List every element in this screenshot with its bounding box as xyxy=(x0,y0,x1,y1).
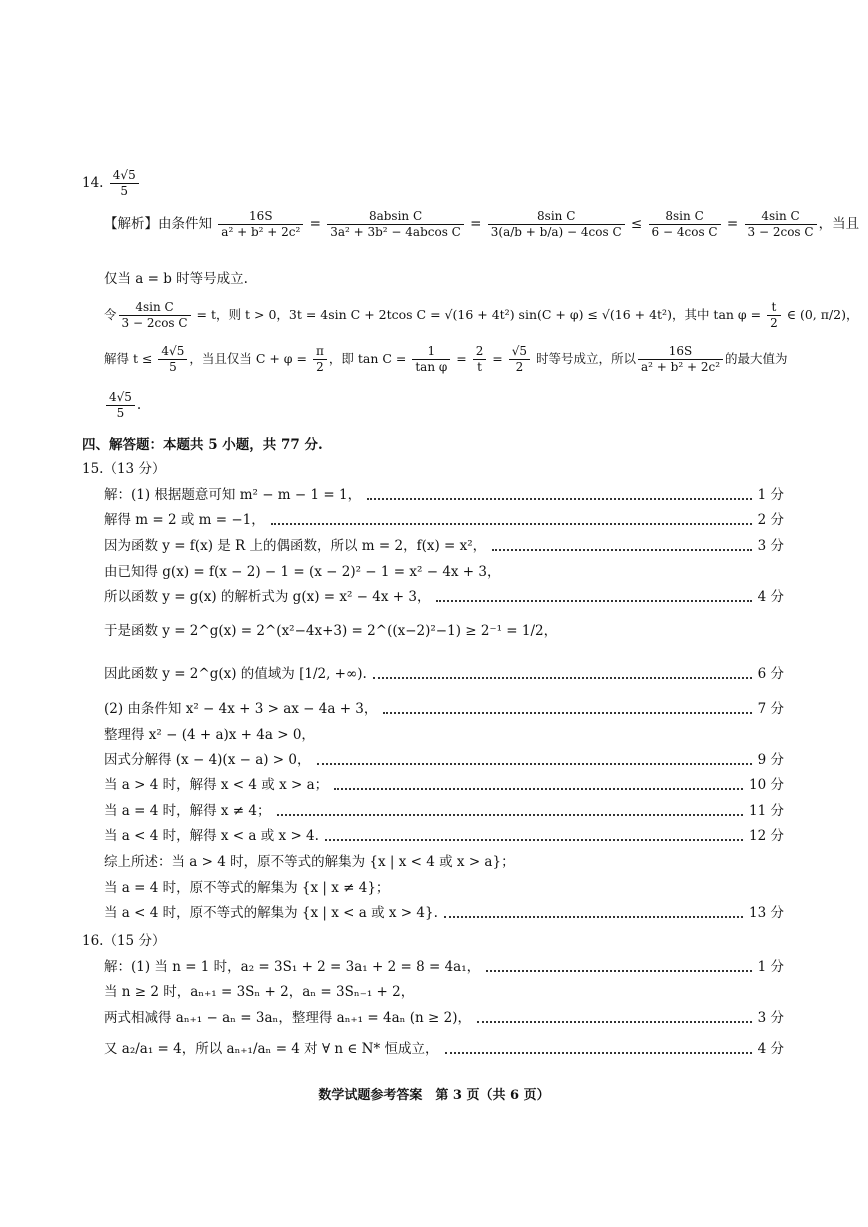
text: = xyxy=(488,351,507,366)
q15-step-12 xyxy=(104,802,784,820)
score-points: 9 分 xyxy=(757,752,784,768)
text: ，即 tan C = xyxy=(328,351,411,366)
step-text: 综上所述：当 a > 4 时，原不等式的解集为 {x | x < 4 或 x > a}； xyxy=(104,854,515,870)
dot-leader xyxy=(317,763,752,765)
q14-analysis-line-5 xyxy=(104,390,141,421)
page-footer: 数学试题参考答案 第 3 页（共 6 页） xyxy=(318,1088,550,1103)
step-text: 由已知得 g(x) = f(x − 2) − 1 = (x − 2)² − 1 = x² − 4x + 3， xyxy=(104,564,501,580)
q14-analysis-line-4 xyxy=(104,344,788,375)
fraction xyxy=(649,209,721,240)
numerator: 4sin C xyxy=(745,209,817,225)
denominator: t xyxy=(477,360,482,374)
step-text: 当 n ≥ 2 时，aₙ₊₁ = 3Sₙ + 2，aₙ = 3Sₙ₋₁ + 2， xyxy=(104,984,415,1000)
score-points: 12 分 xyxy=(749,828,784,844)
score-points: 2 分 xyxy=(757,512,784,528)
numerator: 16S xyxy=(638,344,723,360)
step-text: 于是函数 y = 2^g(x) = 2^(x²−4x+3) = 2^((x−2)²−1) ≥ 2⁻¹ = 1/2， xyxy=(104,623,558,639)
score-points: 4 分 xyxy=(757,1041,784,1057)
q15-heading: 15.（13 分） xyxy=(82,461,166,477)
text: = xyxy=(452,351,471,366)
dot-leader xyxy=(367,498,752,500)
dot-leader xyxy=(373,677,752,679)
fraction xyxy=(119,300,191,331)
dot-leader xyxy=(325,839,743,841)
q15-step-7 xyxy=(104,665,784,683)
dot-leader xyxy=(477,1021,752,1023)
denominator: a² + b² + 2c² xyxy=(641,360,721,374)
step-text: 两式相减得 aₙ₊₁ − aₙ = 3aₙ，整理得 aₙ₊₁ = 4aₙ (n ≥ 2)， xyxy=(104,1010,471,1026)
q14-analysis-line-1: 【解析】由条件知 $\frac{16S}{\text{a² + b² + 2c²}}$ = $\frac{\text{8absin C}}{\text{3a² + 3b² − 4abcos C}}$ = $\frac{\text{8sin C}}{\text{3(a/b + b/a) − 4cos C}}$ ≤ $\frac{\text{8sin C}}{\text{6 − 4cos C}}$ = $\frac{\text{4sin C}}{\text{3 − 2cos C}}$ ，当且 xyxy=(104,209,860,239)
denominator: 3 − 2cos C xyxy=(121,316,188,330)
step-text: (2) 由条件知 x² − 4x + 3 > ax − 4a + 3， xyxy=(104,701,378,717)
numerator: 8sin C xyxy=(488,209,625,225)
step-text: 当 a < 4 时，解得 x < a 或 x > 4. xyxy=(104,828,319,844)
denominator: 2 xyxy=(316,360,324,374)
q14-answer-fraction xyxy=(110,168,139,199)
score-points: 4 分 xyxy=(757,589,784,605)
step-text: 解：(1) 根据题意可知 m² − m − 1 = 1， xyxy=(104,487,362,503)
q15-step-4 xyxy=(104,563,501,581)
score-points: 1 分 xyxy=(757,959,784,975)
dot-leader xyxy=(444,916,743,918)
numerator: 2 xyxy=(473,344,487,360)
numerator: 4√5 xyxy=(106,390,135,406)
denominator: 5 xyxy=(120,184,129,198)
fraction xyxy=(218,209,303,240)
step-text: 因此函数 y = 2^g(x) 的值域为 [1/2, +∞). xyxy=(104,666,367,682)
denominator: 2 xyxy=(770,316,778,330)
q15-step-1 xyxy=(104,486,784,504)
dot-leader xyxy=(334,788,743,790)
denominator: 5 xyxy=(116,406,125,420)
dot-leader xyxy=(277,814,744,816)
step-text: 当 a = 4 时，原不等式的解集为 {x | x ≠ 4}； xyxy=(104,880,390,896)
denominator: tan φ xyxy=(415,360,448,374)
text: 令 xyxy=(104,307,117,322)
q14-analysis-line-2: 仅当 a = b 时等号成立. xyxy=(104,271,248,287)
score-points: 11 分 xyxy=(749,803,784,819)
numerator: √5 xyxy=(509,344,530,360)
numerator: 4sin C xyxy=(119,300,191,316)
q16-step-3 xyxy=(104,1009,784,1027)
score-points: 1 分 xyxy=(757,487,784,503)
text: ∈ (0, π/2)， xyxy=(782,307,859,322)
text: 的最大值为 xyxy=(725,351,788,366)
q15-step-16 xyxy=(104,904,784,922)
score-points: 7 分 xyxy=(757,701,784,717)
q16-heading: 16.（15 分） xyxy=(82,933,166,949)
numerator: t xyxy=(767,300,781,316)
fraction xyxy=(327,209,464,240)
denominator: 3 − 2cos C xyxy=(747,225,814,239)
dot-leader xyxy=(271,523,752,525)
step-text: 当 a = 4 时，解得 x ≠ 4； xyxy=(104,803,271,819)
denominator: 3(a/b + b/a) − 4cos C xyxy=(490,225,622,239)
fraction xyxy=(488,209,625,240)
score-points: 6 分 xyxy=(757,666,784,682)
text: = t，则 t > 0，3t = 4sin C + 2tcos C = √(16 + 4t²) sin(C + φ) ≤ √(16 + 4t²)，其中 tan φ = xyxy=(192,307,766,322)
fraction xyxy=(106,390,135,421)
fraction xyxy=(638,344,723,375)
q15-step-11 xyxy=(104,776,784,794)
denominator: 3a² + 3b² − 4abcos C xyxy=(330,225,461,239)
q14-number: 14. xyxy=(82,175,104,191)
denominator: 6 − 4cos C xyxy=(651,225,718,239)
fraction xyxy=(745,209,817,240)
q14-analysis-line-3 xyxy=(104,300,858,331)
q15-step-13 xyxy=(104,827,784,845)
q16-step-1 xyxy=(104,958,784,976)
q15-step-9 xyxy=(104,726,315,744)
section-four-heading: 四、解答题：本题共 5 小题，共 77 分. xyxy=(82,437,323,453)
fraction xyxy=(509,344,530,375)
text: . xyxy=(136,397,142,413)
q15-step-10 xyxy=(104,751,784,769)
q14-answer xyxy=(82,168,141,199)
analysis-label: 【解析】 xyxy=(104,216,158,232)
q15-step-5 xyxy=(104,588,784,606)
q15-step-15 xyxy=(104,879,389,897)
score-points: 10 分 xyxy=(749,777,784,793)
text: ，当且仅当 C + φ = xyxy=(189,351,311,366)
fraction xyxy=(158,344,187,375)
step-text: 因为函数 y = f(x) 是 R 上的偶函数，所以 m = 2，f(x) = x²， xyxy=(104,538,487,554)
numerator: 4√5 xyxy=(158,344,187,360)
q15-step-3 xyxy=(104,537,784,555)
numerator: 1 xyxy=(412,344,450,360)
score-points: 3 分 xyxy=(757,1010,784,1026)
step-text: 解：(1) 当 n = 1 时，a₂ = 3S₁ + 2 = 3a₁ + 2 = 8 = 4a₁， xyxy=(104,959,481,975)
fraction xyxy=(412,344,450,375)
step-text: 整理得 x² − (4 + a)x + 4a > 0， xyxy=(104,727,315,743)
dot-leader xyxy=(492,549,751,551)
fraction xyxy=(313,344,327,375)
q15-step-6 xyxy=(104,622,557,640)
step-text: 当 a < 4 时，原不等式的解集为 {x | x < a 或 x > 4}. xyxy=(104,905,438,921)
numerator: 8absin C xyxy=(327,209,464,225)
step-text: 因式分解得 (x − 4)(x − a) > 0， xyxy=(104,752,311,768)
dot-leader xyxy=(383,712,751,714)
numerator: π xyxy=(313,344,327,360)
fraction xyxy=(473,344,487,375)
score-points: 13 分 xyxy=(749,905,784,921)
numerator: 8sin C xyxy=(649,209,721,225)
text: 时等号成立，所以 xyxy=(532,351,637,366)
q15-step-14 xyxy=(104,853,515,871)
denominator: 2 xyxy=(515,360,524,374)
q16-step-4 xyxy=(104,1040,784,1058)
numerator: 4√5 xyxy=(110,168,139,184)
numerator: 16S xyxy=(218,209,303,225)
denominator: a² + b² + 2c² xyxy=(221,225,301,239)
dot-leader xyxy=(445,1052,752,1054)
text: ，当且 xyxy=(818,216,860,232)
dot-leader xyxy=(436,600,751,602)
text: 解得 t ≤ xyxy=(104,351,157,366)
q15-step-2 xyxy=(104,511,784,529)
fraction xyxy=(767,300,781,331)
step-text: 解得 m = 2 或 m = −1， xyxy=(104,512,265,528)
q15-step-8 xyxy=(104,700,784,718)
q16-step-2 xyxy=(104,983,414,1001)
text: 由条件知 xyxy=(158,216,212,232)
score-points: 3 分 xyxy=(757,538,784,554)
denominator: 5 xyxy=(169,360,177,374)
step-text: 又 a₂/a₁ = 4，所以 aₙ₊₁/aₙ = 4 对 ∀ n ∈ N* 恒成立， xyxy=(104,1041,439,1057)
dot-leader xyxy=(486,970,751,972)
step-text: 当 a > 4 时，解得 x < 4 或 x > a； xyxy=(104,777,329,793)
step-text: 所以函数 y = g(x) 的解析式为 g(x) = x² − 4x + 3， xyxy=(104,589,431,605)
